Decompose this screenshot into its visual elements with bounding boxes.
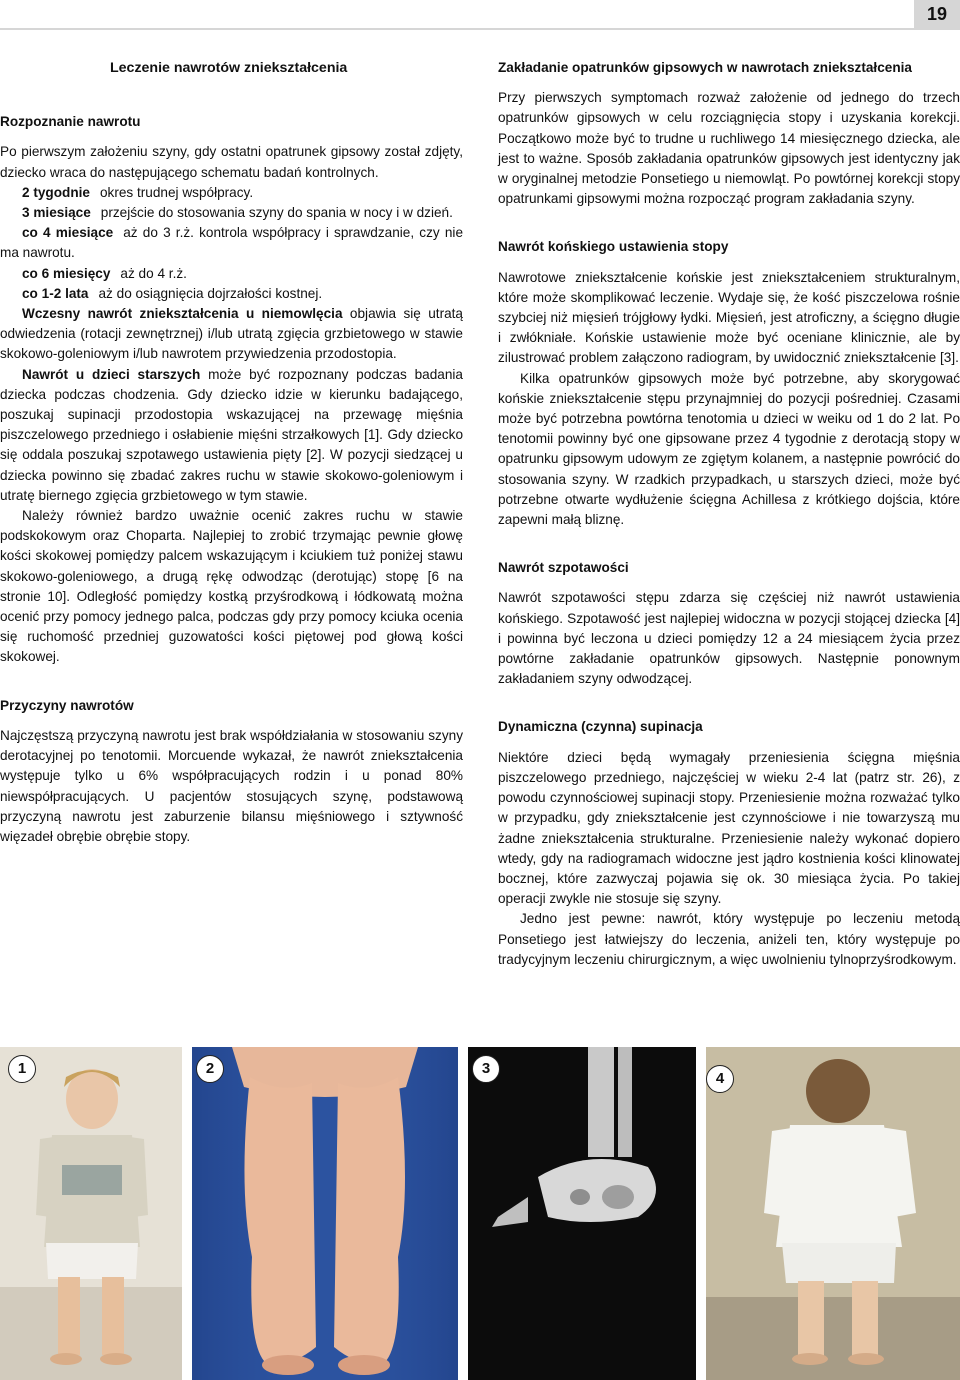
lead-older-relapse: Nawrót u dzieci starszych bbox=[22, 366, 201, 382]
paragraph-older-relapse bbox=[0, 365, 463, 506]
right-column bbox=[498, 53, 960, 970]
schedule-desc: okres trudnej współpracy. bbox=[99, 184, 254, 200]
toddler-back-image bbox=[706, 1047, 960, 1380]
paragraph-recasting: Przy pierwszych symptomach rozważ założenie od jednego do trzech opatrunków gipsowych w celu rozciągnięcia stopy i uzyskania korekcji. Początkowo może być to trudne u ruchliwego 14 miesięcznego dziecka, ale jest to ważne. Sposób zakładania opatrunków gipsowych jest identyczny jak w oryginalnej metodzie Ponsetiego u niemowląt. Po powtórnej korekcji stopy opatrunkami gipsowymi można rozpocząć program zakładania szyny. bbox=[498, 90, 960, 207]
legs-back-image bbox=[192, 1047, 458, 1380]
figure-3-photo bbox=[468, 1047, 696, 1380]
figure-4-badge: 4 bbox=[706, 1065, 734, 1093]
toddler-front-image bbox=[0, 1047, 182, 1380]
section-title-causes: Przyczyny nawrotów bbox=[0, 697, 134, 713]
lead-infant-relapse: Wczesny nawrót zniekształcenia u niemowlęcia bbox=[22, 306, 343, 322]
paragraph-range-of-motion: Należy również bardzo uważnie ocenić zakres ruchu w stawie podskokowym oraz Choparta. Najlepiej to zrobić trzymając pewnie głowę kości skokowej pomiędzy palcem wskazującym i kciukiem tuż poniżej stawu skokowo-goleniowego, a drugą rękę odwodząc (derotując) stopę [6 na stronie 10]. Odległość pomiędzy kostką przyśrodkową i łódkowatą można ocenić przy pomocy jednego palca, podczas gdy przy pomocy kciuka ocenia się ruchomość przedniej guzowatości kości piętowej pod głową kości skokowej. bbox=[0, 508, 463, 665]
figure-strip bbox=[0, 1047, 960, 1380]
paragraph-infant-relapse bbox=[0, 304, 463, 365]
figure-4-photo bbox=[706, 1047, 960, 1380]
schedule-item bbox=[0, 203, 463, 223]
figure-2-badge: 2 bbox=[196, 1055, 224, 1083]
section-title-equinus: Nawrót końskiego ustawienia stopy bbox=[498, 239, 729, 255]
section-title-varus: Nawrót szpotawości bbox=[498, 560, 629, 576]
foot-radiograph-image bbox=[468, 1047, 696, 1380]
schedule-desc: aż do 3 r.ż. kontrola współpracy i sprawdzanie, czy nie ma nawrotu. bbox=[0, 225, 463, 261]
paragraph-supination-1: Niektóre dzieci będą wymagały przeniesienia ścięgna mięśnia piszczelowego przedniego, najczęściej w wieku 2-4 lat (patrz str. 26), z powodu czynnościowej supinacji stopy. Przeniesienie można rozważać tylko w przypadku, gdy zniekształcenie jest czynnościowe i nie towarzyszą mu żadne zniekształcenia strukturalne. Przeniesienie należy wykonać dopiero wtedy, gdy na radiogramach widoczne jest jądro kostnienia kości klinowatej bocznej, które zazwyczaj pojawia się ok. 30 miesiąca życia. Po takiej operacji zwykle nie stosuje się szyny. bbox=[498, 749, 960, 907]
paragraph-supination-2: Jedno jest pewne: nawrót, który występuje po leczeniu metodą Ponsetiego jest łatwiejszy do leczenia, aniżeli ten, który występuje po tradycyjnym leczeniu chirurgicznym, a więc uwolnieniu tylnoprzyśrodkowym. bbox=[498, 911, 960, 967]
schedule-term: co 6 miesięcy bbox=[22, 265, 111, 281]
chapter-title: Leczenie nawrotów zniekształcenia bbox=[110, 60, 348, 76]
text-older-relapse: może być rozpoznany podczas badania dziecka podczas chodzenia. Gdy dziecko idzie w kierunku badającego, poszukaj supinacji przodostopia wskazującej na przewagę mięśnia piszczelowego przedniego i osłabienie mięśni strzałkowych [1]. Gdy dziecko się oddala poszukaj szpotawego ustawienia pięty [2]. W pozycji siedzącej u dziecka powinno się zbadać zakres ruchu w stawie skokowo-goleniowym i utratę biernego zgięcia grzbietowego w tym stawie. bbox=[0, 366, 463, 503]
schedule-item bbox=[0, 223, 463, 263]
schedule-item bbox=[22, 264, 463, 284]
schedule-term: 2 tygodnie bbox=[22, 184, 90, 200]
figure-1-photo bbox=[0, 1047, 182, 1380]
left-column bbox=[0, 53, 463, 847]
schedule-term: co 1-2 lata bbox=[22, 285, 89, 301]
section-title-recasting: Zakładanie opatrunków gipsowych w nawrotach zniekształcenia bbox=[498, 60, 912, 75]
schedule-item bbox=[22, 183, 463, 203]
schedule-desc: aż do osiągnięcia dojrzałości kostnej. bbox=[98, 285, 323, 301]
figure-1-badge: 1 bbox=[8, 1055, 36, 1083]
paragraph-equinus-1: Nawrotowe zniekształcenie końskie jest zniekształceniem strukturalnym, które może skomplikować leczenie. Wydaje się, że kość piszczelowa rośnie szybciej niż mięsień trójgłowy łydki. Mięsień, jest atroficzny, a ścięgno długie i zwłókniałe. Końskie ustawienie może być oceniane klinicznie, ale by zilustrować problem załączono radiogram, by uwidocznić zniekształcenie [3]. bbox=[498, 269, 960, 366]
page-number: 19 bbox=[914, 0, 960, 28]
schedule-desc: przejście do stosowania szyny do spania w nocy i w dzień. bbox=[100, 205, 453, 221]
figure-3-badge: 3 bbox=[472, 1055, 500, 1083]
schedule-desc: aż do 4 r.ż. bbox=[120, 265, 187, 281]
header-rule bbox=[0, 28, 960, 30]
schedule-term: 3 miesiące bbox=[22, 205, 91, 221]
schedule-item bbox=[22, 284, 463, 304]
text-infant-relapse: objawia się utratą odwiedzenia (rotacji zewnętrznej) i/lub utratą zgięcia grzbietowego w stawie skokowo-goleniowym i/lub nawrotem przywiedzenia przodostopia. bbox=[0, 306, 463, 362]
section-title-dynamic-supination: Dynamiczna (czynna) supinacja bbox=[498, 719, 703, 735]
schedule-list bbox=[0, 183, 463, 304]
paragraph-equinus-2: Kilka opatrunków gipsowych może być potrzebne, aby skorygować końskie zniekształcenie stępu przynajmniej do pozycji pośredniej. Czasami może być potrzebna powtórna tenotomia u dzieci w weiku od 1 do 2 lat. Po tenotomii powinny być one gipsowane przez 4 tygodnie z derotacją stopy w opatrunku gipsowym udowym ze zgiętym kolanem, a następnie powrócić do stosowania szyny. W rzadkich przypadkach, u starszych dzieci, może być potrzebne otwarte wydłużenie ścięgna Achillesa z krótkiego dojścia, które zapewni małą bliznę. bbox=[498, 370, 960, 528]
figure-2-photo bbox=[192, 1047, 458, 1380]
section-title-diagnosis: Rozpoznanie nawrotu bbox=[0, 114, 141, 130]
schedule-term: co 4 miesiące bbox=[22, 225, 114, 241]
paragraph-intro: Po pierwszym założeniu szyny, gdy ostatni opatrunek gipsowy został zdjęty, dziecko wraca do następującego schematu badań kontrolnych. bbox=[0, 144, 463, 180]
paragraph-causes: Najczęstszą przyczyną nawrotu jest brak współdziałania w stosowaniu szyny derotacyjnej po tenotomii. Morcuende wykazał, że nawrót zniekształcenia występuje tylko u 6% współpracujących rodzin i u ponad 80% niewspółpracujących. U pacjentów stosujących szynę, podstawową przyczyną nawrotu jest zaburzenie bilansu mięśniowego i sztywność więzadeł obrębie obrębie stopy. bbox=[0, 727, 463, 844]
paragraph-varus: Nawrót szpotawości stępu zdarza się częściej niż nawrót ustawienia końskiego. Szpotawość jest najlepiej widoczna w pozycji stojącej dziecka [4] i powinna być leczona u dzieci pomiędzy 12 a 24 miesiącem życia przez powtórne zakładanie opatrunków gipsowych. Następnie ponownym zakładaniem szyny odwodzącej. bbox=[498, 590, 960, 687]
